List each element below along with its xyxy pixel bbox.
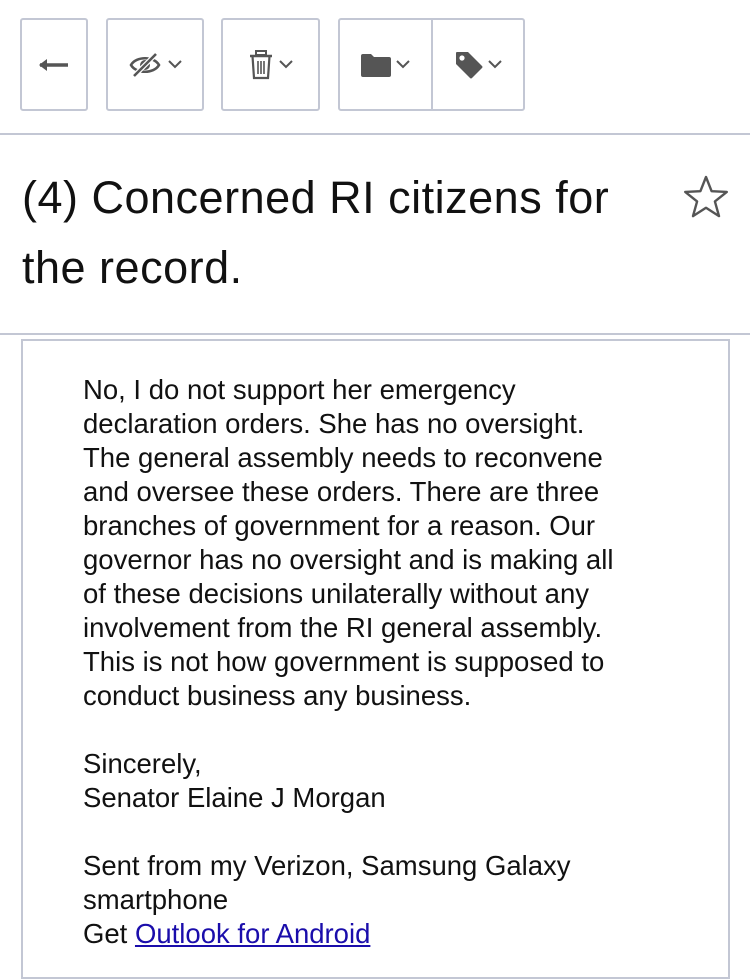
spacer bbox=[83, 815, 683, 849]
body-line: and oversee these orders. There are three bbox=[83, 476, 600, 507]
body-line: governor has no oversight and is making all bbox=[83, 544, 614, 575]
body-line: The general assembly needs to reconvene bbox=[83, 442, 603, 473]
trash-icon bbox=[249, 50, 273, 80]
folder-icon bbox=[360, 52, 392, 78]
chevron-down-icon bbox=[279, 60, 293, 69]
outlook-for-android-link[interactable]: Outlook for Android bbox=[134, 918, 371, 949]
message-toolbar bbox=[0, 0, 750, 135]
get-prefix: Get bbox=[83, 918, 135, 949]
body-line: declaration orders. She has no oversight. bbox=[83, 408, 585, 439]
chevron-down-icon bbox=[396, 60, 410, 69]
back-button[interactable] bbox=[20, 18, 88, 111]
delete-button[interactable] bbox=[221, 18, 320, 111]
body-line: conduct business any business. bbox=[83, 680, 472, 711]
closing-line: Sincerely, bbox=[83, 748, 202, 779]
sent-from-line: Sent from my Verizon, Samsung Galaxy bbox=[83, 850, 571, 881]
label-button[interactable] bbox=[431, 20, 524, 109]
chevron-down-icon bbox=[488, 60, 502, 69]
body-line: involvement from the RI general assembly. bbox=[83, 612, 603, 643]
move-label-button-group bbox=[338, 18, 525, 111]
body-line: branches of government for a reason. Our bbox=[83, 510, 596, 541]
body-line: of these decisions unilaterally without any bbox=[83, 578, 589, 609]
subject-header bbox=[0, 137, 750, 335]
eye-slash-icon bbox=[128, 52, 162, 78]
body-line: This is not how government is supposed to bbox=[83, 646, 605, 677]
message-body bbox=[83, 373, 683, 951]
mark-read-button[interactable] bbox=[106, 18, 204, 111]
spacer bbox=[83, 713, 683, 747]
signature-line: Senator Elaine J Morgan bbox=[83, 782, 386, 813]
sent-from-line: smartphone bbox=[83, 884, 229, 915]
get-outlook-line bbox=[83, 917, 683, 951]
arrow-left-icon bbox=[38, 57, 70, 73]
body-line: No, I do not support her emergency bbox=[83, 374, 516, 405]
chevron-down-icon bbox=[168, 60, 182, 69]
move-to-folder-button[interactable] bbox=[340, 20, 431, 109]
tag-icon bbox=[454, 50, 484, 80]
star-icon[interactable] bbox=[683, 174, 729, 220]
message-body-card bbox=[21, 339, 730, 979]
email-subject: (4) Concerned RI citizens for the record. bbox=[22, 172, 610, 293]
